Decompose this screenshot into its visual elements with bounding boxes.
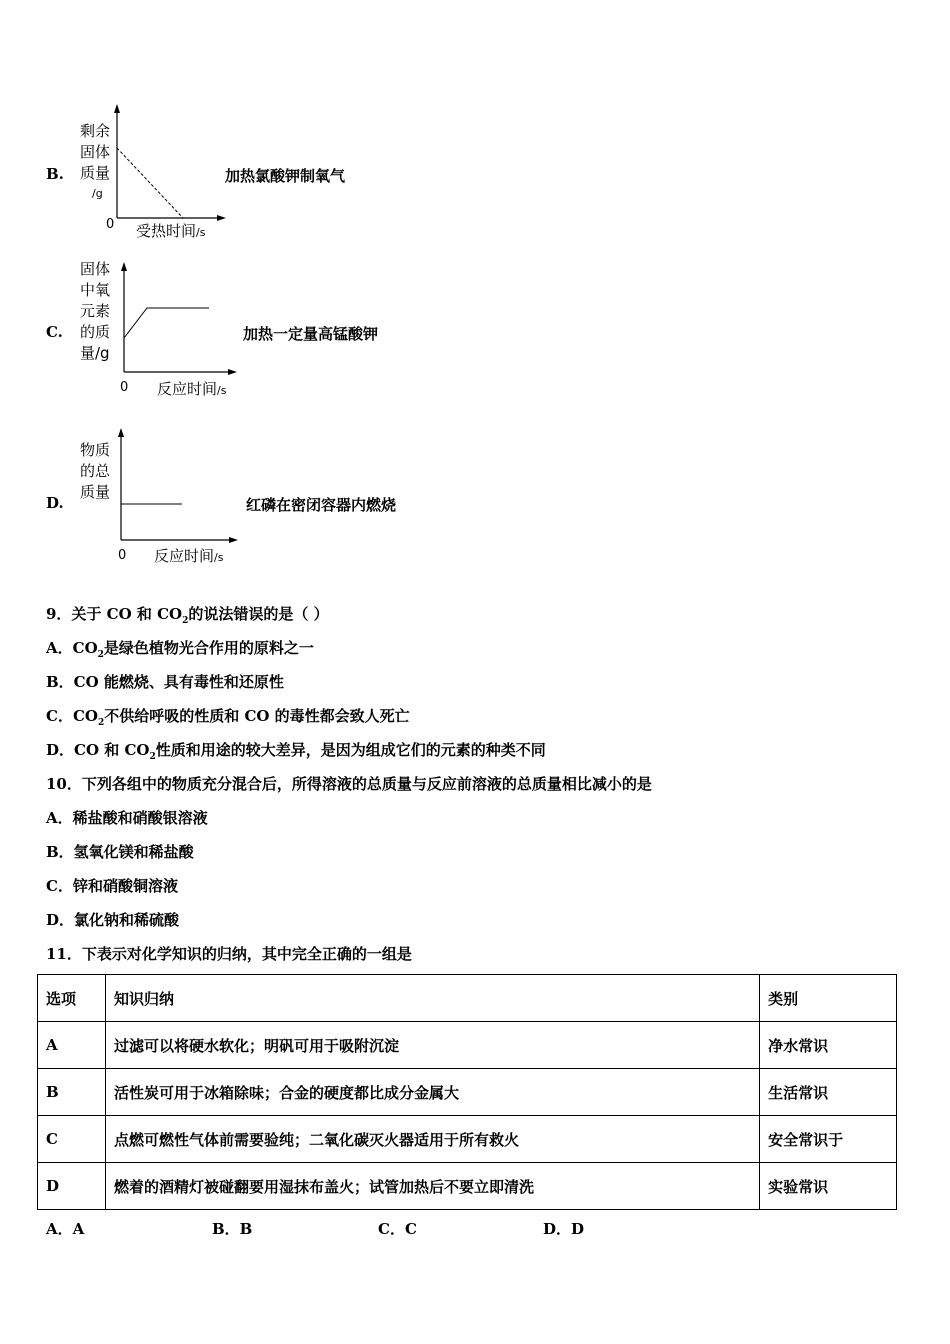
origin-label: 0: [106, 217, 115, 232]
y-axis-label: 剩余 固体 质量: [80, 122, 111, 182]
header-cell: 类别: [760, 975, 897, 1022]
table-cell: 安全常识于: [760, 1116, 897, 1163]
table-cell: 点燃可燃性气体前需要验纯；二氧化碳灭火器适用于所有救火: [105, 1116, 759, 1163]
answer-option-a: A．A: [46, 1220, 85, 1238]
graph-b-axes: [105, 104, 230, 224]
q9-option-b: B．CO 能燃烧、具有毒性和还原性: [46, 673, 284, 691]
q9-option-d: D．CO 和 $CO_2$性质和用途的较大差异，是因为组成它们的元素的种类不同: [46, 741, 546, 762]
y-axis-label: 固体 中氧 元素 的质 量/g: [80, 260, 111, 362]
table-cell: 净水常识: [760, 1022, 897, 1069]
graph-c-axes: [112, 262, 242, 377]
q9-stem: 9．关于 CO 和 $CO_2$的说法错误的是（ ）: [46, 605, 329, 626]
q10-stem: 10．下列各组中的物质充分混合后，所得溶液的总质量与反应前溶液的总质量相比减小的是: [46, 775, 652, 793]
table-cell: A: [38, 1022, 106, 1069]
table-cell: C: [38, 1116, 106, 1163]
answer-option-c: C．C: [378, 1220, 417, 1238]
q10-option-c: C．锌和硝酸铜溶液: [46, 877, 178, 895]
q9-option-c: C．$CO_2$不供给呼吸的性质和 CO 的毒性都会致人死亡: [46, 707, 410, 728]
graph-caption: 加热一定量高锰酸钾: [243, 325, 379, 343]
data-line: [117, 148, 183, 218]
table-row: [38, 1163, 897, 1210]
table-row: [38, 1022, 897, 1069]
table-row: [38, 1116, 897, 1163]
table-cell: 生活常识: [760, 1069, 897, 1116]
q10-option-d: D．氯化钠和稀硫酸: [46, 911, 180, 929]
y-axis-unit: /g: [92, 187, 103, 200]
knowledge-table: [37, 974, 897, 1210]
q10-option-a: A．稀盐酸和硝酸银溶液: [46, 809, 208, 827]
table-cell: 过滤可以将硬水软化；明矾可用于吸附沉淀: [105, 1022, 759, 1069]
graph-caption: 加热氯酸钾制氧气: [225, 167, 346, 185]
x-axis-label: 反应时间/s: [154, 547, 224, 565]
table-cell: 燃着的酒精灯被碰翻要用湿抹布盖火；试管加热后不要立即清洗: [105, 1163, 759, 1210]
table-cell: B: [38, 1069, 106, 1116]
data-line: [124, 308, 209, 338]
table-row: [38, 1069, 897, 1116]
x-axis-label: 反应时间/s: [157, 380, 227, 398]
header-cell: 选项: [38, 975, 106, 1022]
table-cell: D: [38, 1163, 106, 1210]
x-axis-label: 受热时间/s: [136, 222, 206, 240]
q11-stem: 11．下表示对化学知识的归纳，其中完全正确的一组是: [46, 945, 412, 963]
option-label: D.: [46, 494, 64, 512]
origin-label: 0: [120, 380, 129, 395]
graph-caption: 红磷在密闭容器内燃烧: [246, 496, 397, 514]
answer-option-b: B．B: [212, 1220, 253, 1238]
q10-option-b: B．氢氧化镁和稀盐酸: [46, 843, 194, 861]
header-cell: 知识归纳: [105, 975, 759, 1022]
origin-label: 0: [118, 548, 127, 563]
table-cell: 实验常识: [760, 1163, 897, 1210]
option-label: C.: [46, 323, 63, 341]
q9-option-a: A．$CO_2$是绿色植物光合作用的原料之一: [46, 639, 314, 660]
y-axis-label: 物质 的总 质量: [80, 441, 111, 501]
graph-d-axes: [109, 428, 244, 548]
answer-option-d: D．D: [543, 1220, 585, 1238]
table-header-row: [38, 975, 897, 1022]
option-label: B.: [46, 165, 64, 183]
table-cell: 活性炭可用于冰箱除味；合金的硬度都比成分金属大: [105, 1069, 759, 1116]
